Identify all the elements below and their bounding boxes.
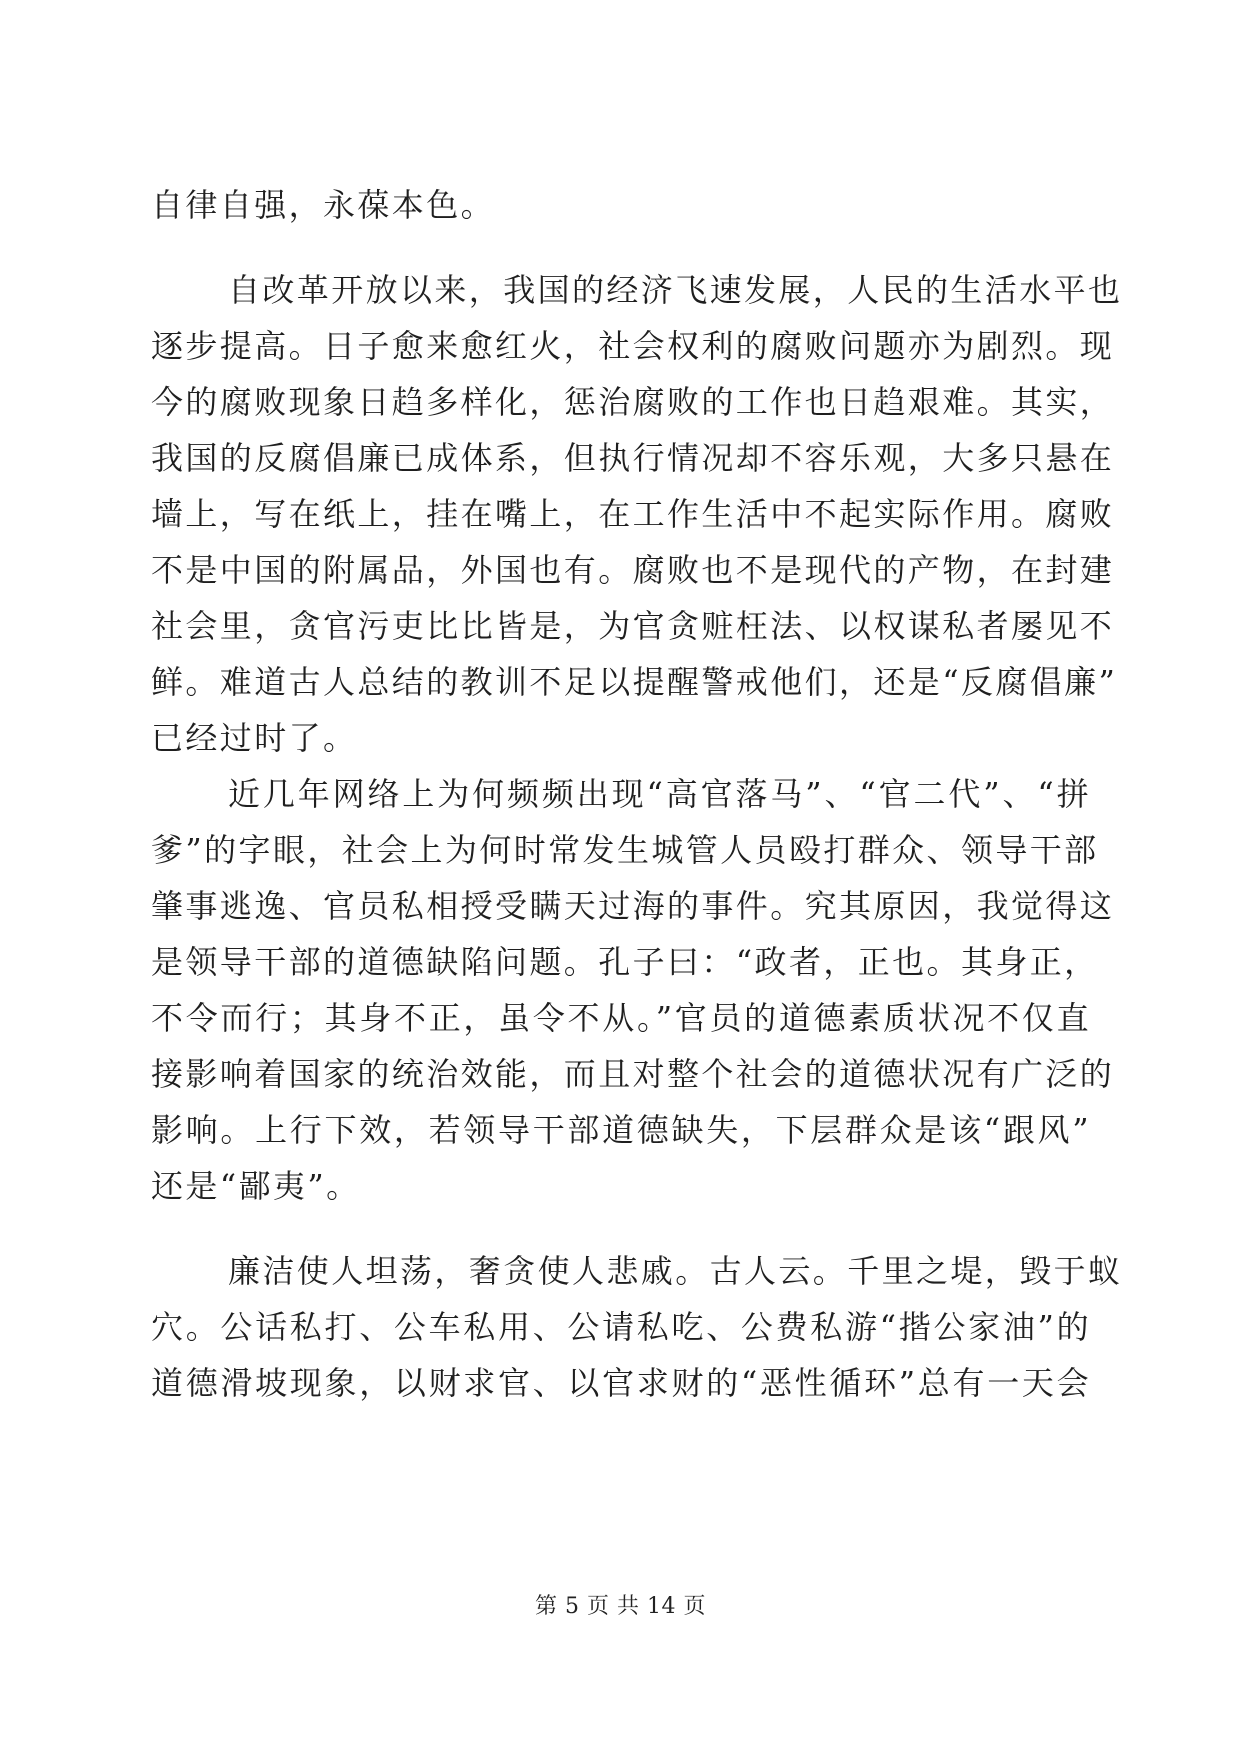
text-line: 今的腐败现象日趋多样化，惩治腐败的工作也日趋艰难。其实， bbox=[151, 383, 1115, 421]
text-line: 爹”的字眼，社会上为何时常发生城管人员殴打群众、领导干部 bbox=[151, 831, 1099, 869]
text-line: 影响。上行下效，若领导干部道德缺失，下层群众是该“跟风” bbox=[151, 1111, 1091, 1149]
text-line: 墙上，写在纸上，挂在嘴上，在工作生活中不起实际作用。腐败 bbox=[151, 495, 1115, 533]
paragraph-first-line: 自改革开放以来，我国的经济飞速发展，人民的生活水平也 bbox=[228, 271, 1123, 309]
text-line: 穴。公话私打、公车私用、公请私吃、公费私游“揩公家油”的 bbox=[151, 1308, 1091, 1346]
paragraph-first-line: 廉洁使人坦荡，奢贪使人悲戚。古人云。千里之堤，毁于蚁 bbox=[228, 1252, 1123, 1290]
text-line: 自律自强，永葆本色。 bbox=[151, 186, 496, 224]
text-line: 我国的反腐倡廉已成体系，但执行情况却不容乐观，大多只悬在 bbox=[151, 439, 1115, 477]
text-line: 还是“鄙夷”。 bbox=[151, 1167, 361, 1205]
text-line: 鲜。难道古人总结的教训不足以提醒警戒他们，还是“反腐倡廉” bbox=[151, 663, 1118, 701]
text-line: 不令而行；其身不正，虽令不从。”官员的道德素质状况不仅直 bbox=[151, 999, 1091, 1037]
text-line: 接影响着国家的统治效能，而且对整个社会的道德状况有广泛的 bbox=[151, 1055, 1115, 1093]
text-line: 是领导干部的道德缺陷问题。孔子曰：“政者，正也。其身正， bbox=[151, 943, 1099, 981]
text-line: 不是中国的附属品，外国也有。腐败也不是现代的产物，在封建 bbox=[151, 551, 1115, 589]
text-line: 社会里，贪官污吏比比皆是，为官贪赃枉法、以权谋私者屡见不 bbox=[151, 607, 1115, 645]
text-line: 肇事逃逸、官员私相授受瞒天过海的事件。究其原因，我觉得这 bbox=[151, 887, 1115, 925]
text-line: 逐步提高。日子愈来愈红火，社会权利的腐败问题亦为剧烈。现 bbox=[151, 327, 1115, 365]
text-line: 已经过时了。 bbox=[151, 719, 358, 757]
paragraph-first-line: 近几年网络上为何频频出现“高官落马”、“官二代”、“拼 bbox=[228, 775, 1091, 813]
page-number-footer: 第 5 页 共 14 页 bbox=[535, 1594, 706, 1619]
text-line: 道德滑坡现象，以财求官、以官求财的“恶性循环”总有一天会 bbox=[151, 1364, 1091, 1402]
